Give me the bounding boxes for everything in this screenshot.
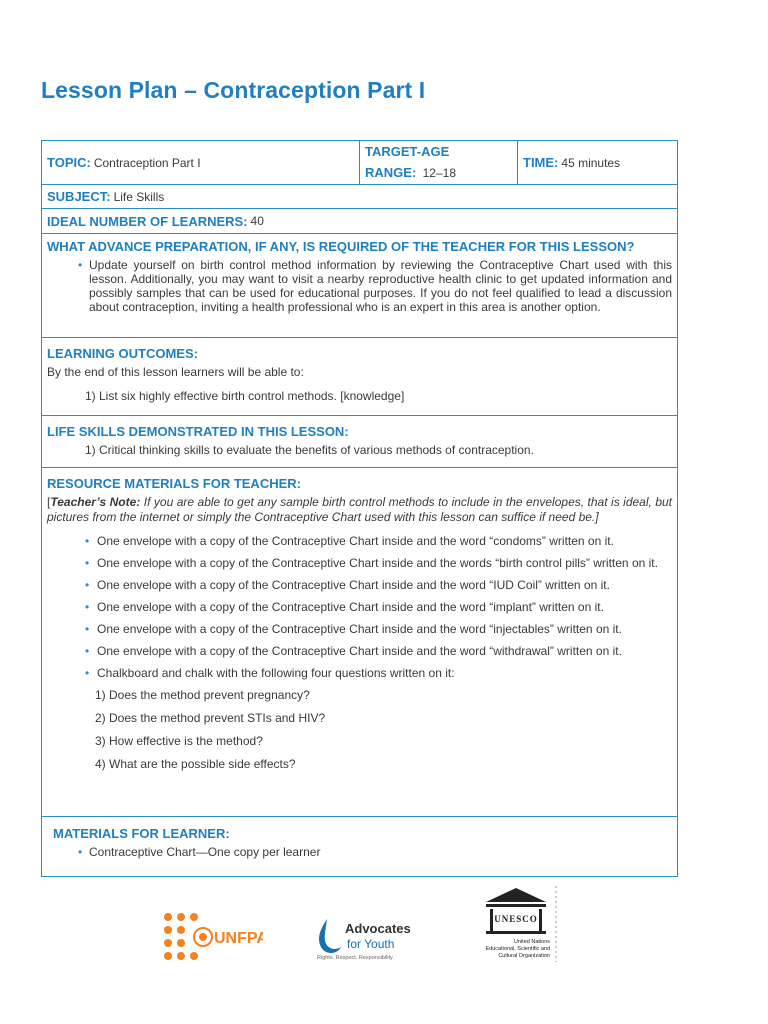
unesco-temple-icon: [470, 884, 562, 964]
list-item-text: Update yourself on birth control method information by reviewing the Contraceptive Chart used with this lesson. Additionally, you may want to visit a nearby reproductive health clinic to get updated information and possibly samples that can be used for educational purposes. If you do not feel qualified to lead a discussion about contraception, inviting a health professional who is an expert in this area is another option.: [89, 258, 672, 314]
subject-row: [42, 184, 677, 208]
page-title: Lesson Plan – Contraception Part I: [41, 77, 426, 103]
bullet-icon: •: [78, 845, 83, 859]
bullet-icon: •: [85, 578, 90, 592]
bullet-icon: •: [85, 666, 90, 680]
life-skills-list: [47, 443, 672, 457]
time-cell: [518, 141, 677, 184]
topic-value: Contraception Part I: [93, 155, 201, 170]
learning-outcomes-row: [42, 337, 677, 415]
list-item: 2) Does the method prevent STIs and HIV?: [95, 711, 326, 725]
target-age-label: TARGET-AGE: [365, 144, 450, 159]
bullet-icon: •: [85, 600, 90, 614]
header-row: [42, 141, 677, 184]
ideal-learners-value: 40: [250, 214, 264, 228]
advocates-for-youth-logo: [315, 915, 425, 966]
resource-materials-heading: RESOURCE MATERIALS FOR TEACHER:: [47, 476, 301, 491]
target-age-value: 12–18: [422, 166, 456, 180]
list-item: 4) What are the possible side effects?: [95, 757, 296, 771]
materials-learner-row: [42, 816, 677, 876]
unesco-line1: United Nations: [513, 939, 550, 945]
list-item: • One envelope with a copy of the Contraceptive Chart inside and the word “IUD Coil” written on it.: [85, 578, 610, 592]
list-item: • Contraceptive Chart—One copy per learner: [78, 845, 321, 859]
learning-outcomes-intro: By the end of this lesson learners will be able to:: [47, 365, 304, 379]
materials-learner-list: [53, 845, 672, 859]
ideal-learners-label: IDEAL NUMBER OF LEARNERS:: [47, 213, 248, 229]
bullet-icon: •: [85, 534, 90, 548]
list-item: [47, 258, 672, 314]
list-item: • One envelope with a copy of the Contraceptive Chart inside and the word “injectables” written on it.: [85, 622, 622, 636]
list-item: 1) List six highly effective birth control methods. [knowledge]: [85, 389, 405, 403]
time-value: 45 minutes: [561, 155, 621, 170]
list-item: 3) How effective is the method?: [95, 734, 263, 748]
materials-learner-heading: MATERIALS FOR LEARNER:: [53, 826, 230, 841]
range-label: RANGE:: [365, 165, 417, 180]
lesson-plan-table: [41, 140, 678, 877]
bullet-icon: •: [85, 644, 90, 658]
target-age-cell: [360, 141, 518, 184]
teachers-note: [Teacher’s Note: If you are able to get any sample birth control methods to include in the envelopes, that is ideal, but pictures from the internet or simply the Contraceptive Chart used with this lesson can suffice if need be.]: [47, 495, 673, 524]
list-item: • One envelope with a copy of the Contraceptive Chart inside and the word “withdrawal” written on it.: [85, 644, 622, 658]
list-item: • One envelope with a copy of the Contraceptive Chart inside and the word “condoms” written on it.: [85, 534, 614, 548]
unfpa-wordmark: UNFPA: [214, 930, 263, 947]
life-skills-row: [42, 415, 677, 467]
unesco-logo: [470, 884, 562, 969]
learning-outcomes-heading: LEARNING OUTCOMES:: [47, 346, 198, 361]
list-item: 1) Critical thinking skills to evaluate the benefits of various methods of contraception.: [85, 443, 534, 457]
afy-line1: Advocates: [345, 921, 411, 936]
bullet-icon: •: [85, 622, 90, 636]
topic-cell: [42, 141, 360, 184]
unfpa-logo: [163, 912, 263, 965]
subject-label: SUBJECT:: [47, 189, 111, 204]
unfpa-mark-icon: [163, 912, 263, 960]
resource-materials-row: [42, 467, 677, 816]
afy-line2: for Youth: [347, 937, 395, 951]
advocates-drop-icon: [315, 915, 425, 961]
list-item: 1) Does the method prevent pregnancy?: [95, 688, 310, 702]
afy-tagline: Rights. Respect. Responsibility.: [317, 955, 394, 961]
advance-preparation-list: [47, 258, 672, 314]
unesco-word: UNESCO: [494, 914, 538, 924]
list-item: • One envelope with a copy of the Contraceptive Chart inside and the words “birth control pills” written on it.: [85, 556, 658, 570]
advance-preparation-row: [42, 233, 677, 337]
life-skills-heading: LIFE SKILLS DEMONSTRATED IN THIS LESSON:: [47, 424, 349, 439]
chalkboard-questions-list: [47, 688, 672, 771]
teachers-note-text: If you are able to get any sample birth control methods to include in the envelopes, that is ideal, but pictures from the internet or simply the Contraceptive Chart used with this lesson can suffice if need be.]: [47, 495, 673, 524]
resource-materials-list: [47, 534, 672, 680]
subject-value: Life Skills: [113, 189, 165, 204]
unesco-line2: Educational, Scientific and: [485, 946, 550, 952]
partner-logos: [0, 884, 768, 964]
list-item: • One envelope with a copy of the Contraceptive Chart inside and the word “implant” written on it.: [85, 600, 604, 614]
teachers-note-label: Teacher’s Note:: [50, 495, 141, 509]
ideal-learners-row: [42, 208, 677, 233]
list-item: • Chalkboard and chalk with the following four questions written on it:: [85, 666, 455, 680]
bullet-icon: •: [85, 556, 90, 570]
learning-outcomes-list: [47, 389, 672, 403]
bullet-icon: •: [78, 258, 83, 272]
topic-label: TOPIC:: [47, 155, 91, 170]
unesco-line3: Cultural Organization: [498, 953, 550, 959]
time-label: TIME:: [523, 155, 559, 170]
advance-preparation-heading: WHAT ADVANCE PREPARATION, IF ANY, IS REQUIRED OF THE TEACHER FOR THIS LESSON?: [47, 239, 635, 254]
